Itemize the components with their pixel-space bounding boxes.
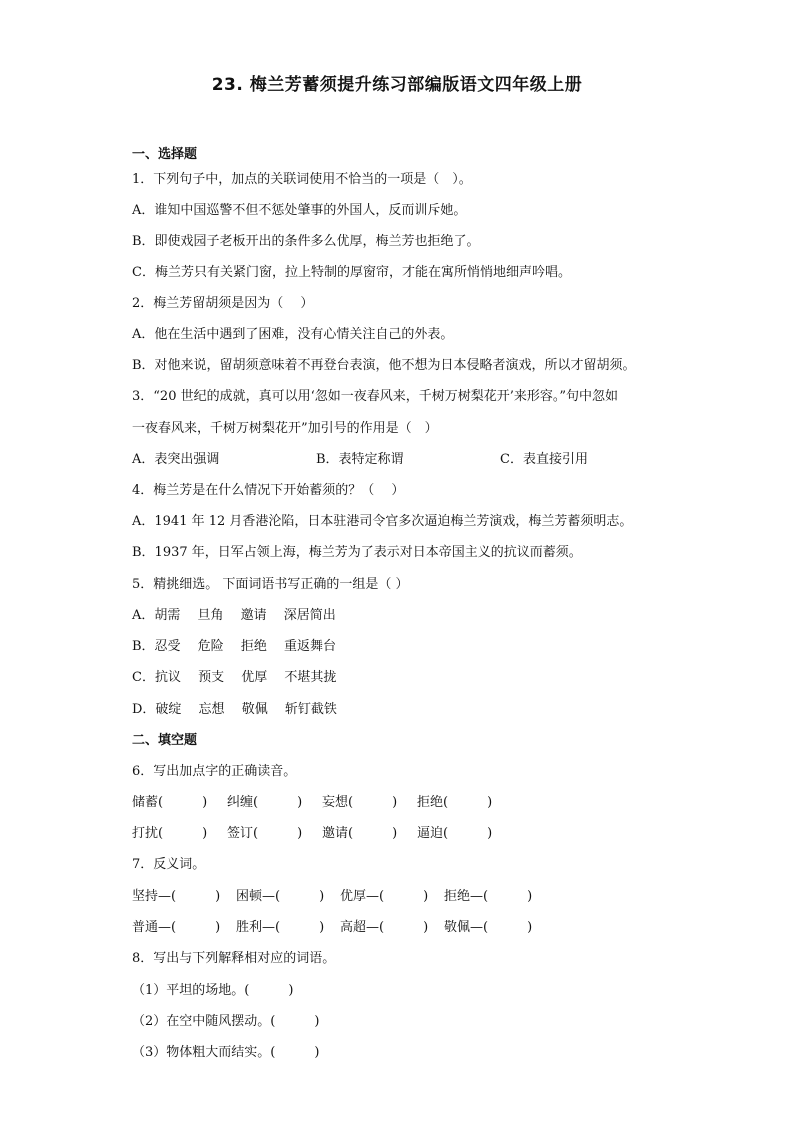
question-3-option-a: A．表突出强调 [132, 452, 220, 467]
question-6-blank[interactable]: 纠缠( ) [227, 795, 303, 810]
question-5-option-d: D．破绽 忘想 敬佩 斩钉截铁 [132, 702, 337, 717]
question-6-blank[interactable]: 妄想( ) [322, 795, 398, 810]
question-7-blank[interactable]: 拒绝—( ) [444, 889, 533, 904]
question-3-stem-line-2: 一夜春风来，千树万树梨花开”加引号的作用是（ ） [132, 421, 438, 436]
question-6-blank[interactable]: 逼迫( ) [417, 826, 493, 841]
question-3-option-b: B．表特定称谓 [316, 452, 404, 467]
question-1-option-b: B．即使戏园子老板开出的条件多么优厚，梅兰芳也拒绝了。 [132, 234, 480, 249]
question-2-option-a: A．他在生活中遇到了困难，没有心情关注自己的外表。 [132, 327, 454, 342]
question-4-option-a: A．1941 年 12 月香港沦陷，日本驻港司令官多次逼迫梅兰芳演戏，梅兰芳蓄须明志。 [132, 514, 633, 529]
question-4-stem: 4．梅兰芳是在什么情况下开始蓄须的？（ ） [132, 483, 405, 498]
question-6-stem: 6．写出加点字的正确读音。 [132, 764, 297, 779]
question-8-item-2[interactable]: （2）在空中随风摆动。( ) [132, 1014, 320, 1029]
question-6-blank[interactable]: 拒绝( ) [417, 795, 493, 810]
question-6-blank[interactable]: 储蓄( ) [132, 795, 208, 810]
question-5-stem: 5．精挑细选。 下面词语书写正确的一组是（ ） [132, 577, 409, 592]
page-title: 23. 梅兰芳蓄须提升练习部编版语文四年级上册 [211, 75, 583, 95]
question-8-stem: 8．写出与下列解释相对应的词语。 [132, 951, 336, 966]
question-1-option-a: A．谁知中国巡警不但不惩处肇事的外国人，反而训斥她。 [132, 203, 467, 218]
section-heading-choice: 一、选择题 [132, 147, 198, 162]
question-6-blank[interactable]: 邀请( ) [322, 826, 398, 841]
question-8-item-3[interactable]: （3）物体粗大而结实。( ) [132, 1045, 320, 1060]
question-7-blank[interactable]: 困顿—( ) [236, 889, 325, 904]
question-3-option-c: C．表直接引用 [500, 452, 588, 467]
question-7-blank[interactable]: 坚持—( ) [132, 889, 221, 904]
question-3-stem-line-1: 3．“20 世纪的成就，真可以用‘忽如一夜春风来，千树万树梨花开’来形容。”句中忽如 [132, 389, 619, 404]
question-5-option-b: B．忍受 危险 拒绝 重返舞台 [132, 639, 336, 654]
question-5-option-a: A．胡需 旦角 邀请 深居简出 [132, 608, 336, 623]
question-7-blank[interactable]: 敬佩—( ) [444, 920, 533, 935]
question-7-blank[interactable]: 优厚—( ) [340, 889, 429, 904]
question-2-option-b: B．对他来说，留胡须意味着不再登台表演，他不想为日本侵略者演戏，所以才留胡须。 [132, 358, 636, 373]
question-7-stem: 7．反义词。 [132, 857, 206, 872]
question-4-option-b: B．1937 年，日军占领上海，梅兰芳为了表示对日本帝国主义的抗议而蓄须。 [132, 545, 582, 560]
question-5-option-c: C．抗议 预支 优厚 不堪其拢 [132, 670, 337, 685]
question-1-option-c: C．梅兰芳只有关紧门窗，拉上特制的厚窗帘，才能在寓所悄悄地细声吟唱。 [132, 265, 571, 280]
question-7-blank[interactable]: 高超—( ) [340, 920, 429, 935]
question-6-blank[interactable]: 打扰( ) [132, 826, 208, 841]
question-1-stem: 1．下列句子中，加点的关联词使用不恰当的一项是（ ）。 [132, 172, 472, 187]
section-heading-fill: 二、填空题 [132, 733, 198, 748]
question-6-blank[interactable]: 签订( ) [227, 826, 303, 841]
question-7-blank[interactable]: 普通—( ) [132, 920, 221, 935]
question-7-blank[interactable]: 胜利—( ) [236, 920, 325, 935]
question-2-stem: 2．梅兰芳留胡须是因为（ ） [132, 296, 314, 311]
question-8-item-1[interactable]: （1）平坦的场地。( ) [132, 983, 294, 998]
